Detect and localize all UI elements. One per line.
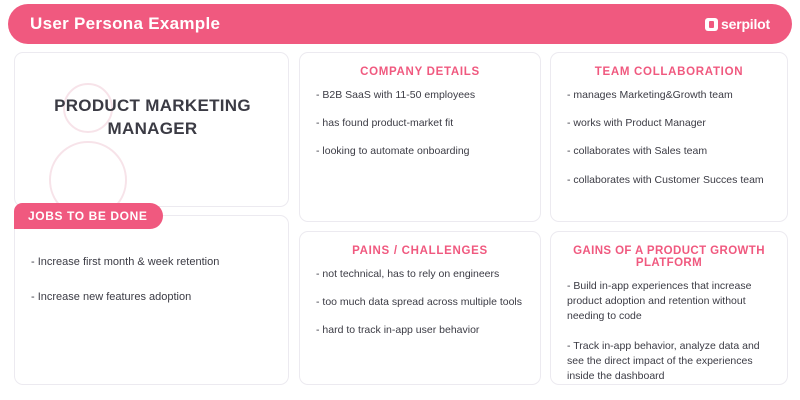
company-details-title: COMPANY DETAILS [360,66,480,78]
gains-card [550,231,788,385]
list-item: - too much data spread across multiple tools [316,296,523,309]
pains-challenges-card [299,231,541,385]
team-collaboration-card [550,52,788,222]
logo-mark-icon [705,18,718,31]
list-item: - collaborates with Customer Succes team [567,173,764,186]
team-collaboration-title: TEAM COLLABORATION [594,66,744,78]
company-details-card [299,52,541,222]
brand-name: serpilot [721,16,770,32]
header-bar [8,4,792,44]
persona-title: PRODUCT MARKETING MANAGER [54,96,251,138]
team-collaboration-list [551,88,787,188]
list-item: - hard to track in-app user behavior [316,324,480,337]
list-item: - works with Product Manager [567,117,706,130]
pains-challenges-list [300,267,540,339]
jobs-to-be-done-badge: JOBS TO BE DONE [14,203,163,229]
list-item: - looking to automate onboarding [316,145,470,158]
avatar-body-shape [49,141,127,207]
pains-challenges-title: PAINS / CHALLENGES [352,245,488,257]
brand-logo [705,16,770,32]
page-title: User Persona Example [30,14,221,33]
list-item: - not technical, has to rely on engineers [316,268,500,280]
jobs-list [15,216,288,305]
jobs-to-be-done-card [14,209,289,385]
list-item: - collaborates with Sales team [567,145,708,158]
gains-title: GAINS OF A PRODUCT GROWTH PLATFORM [573,245,765,269]
list-item: - has found product-market fit [316,117,454,130]
list-item: - Build in-app experiences that increase product adoption and retention without needing to code [567,280,752,323]
list-item: - Increase new features adoption [31,290,192,303]
list-item: - Track in-app behavior, analyze data and see the direct impact of the experiences inside the dashboard [567,339,760,383]
company-details-list [300,88,540,160]
list-item: - manages Marketing&Growth team [567,89,733,101]
list-item: - Increase first month & week retention [31,256,220,268]
persona-card [14,52,289,207]
list-item: - B2B SaaS with 11-50 employees [316,89,476,101]
gains-list [551,279,787,384]
